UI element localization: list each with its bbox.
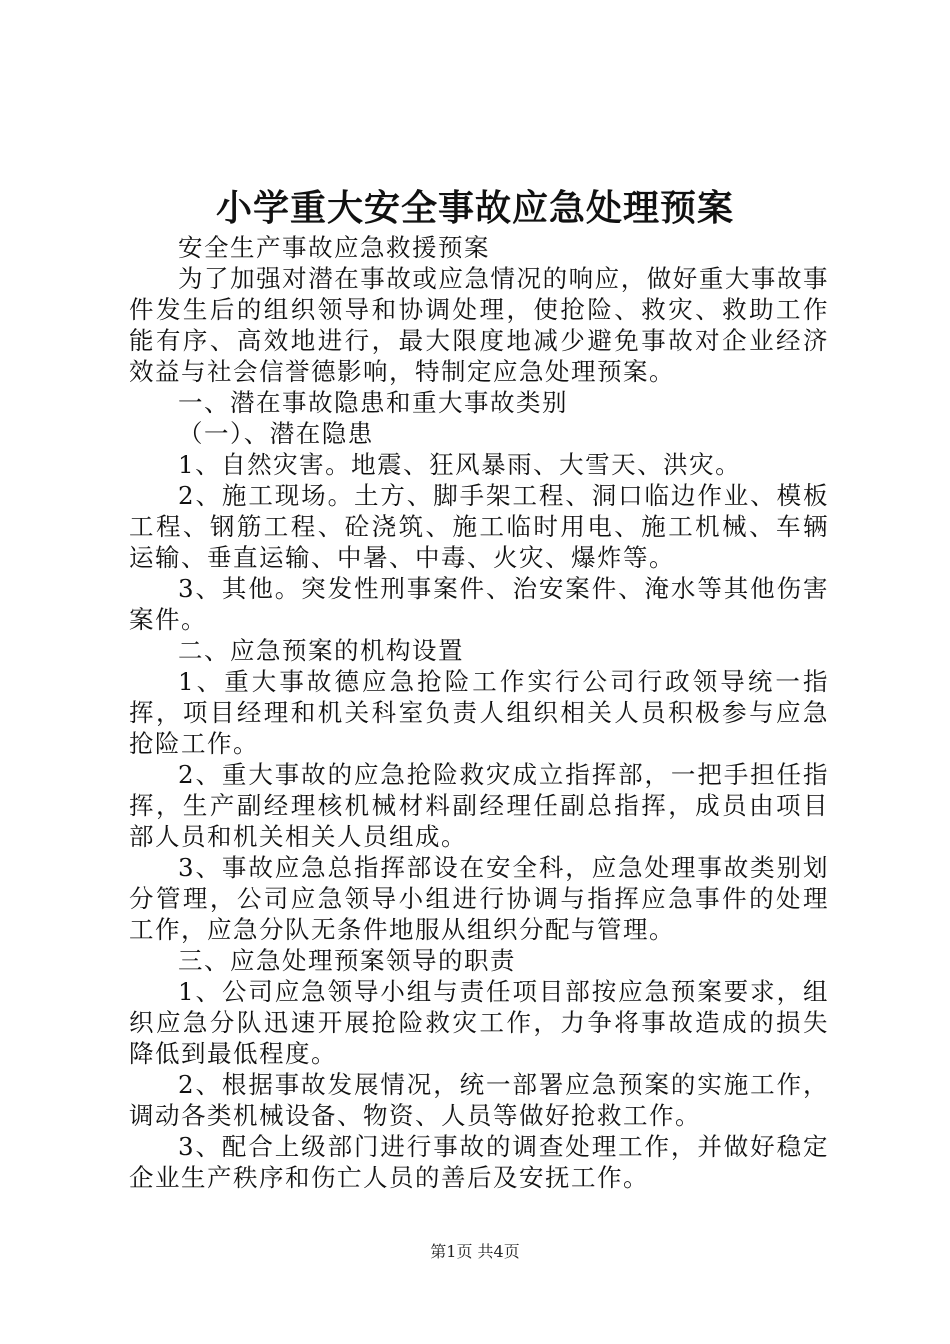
paragraph: 3、其他。突发性刑事案件、治安案件、淹水等其他伤害案件。 bbox=[129, 574, 829, 634]
paragraph: 2、根据事故发展情况，统一部署应急预案的实施工作，调动各类机械设备、物资、人员等做好抢救工作。 bbox=[129, 1070, 829, 1130]
section-heading: 三、应急处理预案领导的职责 bbox=[178, 946, 516, 975]
document-body bbox=[129, 232, 829, 1193]
paragraph: 为了加强对潜在事故或应急情况的响应，做好重大事故事件发生后的组织领导和协调处理，使抢险、救灾、救助工作能有序、高效地进行，最大限度地减少避免事故对企业经济效益与社会信誉德影响，特制定应急处理预案。 bbox=[129, 264, 829, 386]
paragraph: 1、公司应急领导小组与责任项目部按应急预案要求，组织应急分队迅速开展抢险救灾工作，力争将事故造成的损失降低到最低程度。 bbox=[129, 977, 829, 1068]
document-title: 小学重大安全事故应急处理预案 bbox=[215, 187, 734, 229]
paragraph: 2、重大事故的应急抢险救灾成立指挥部，一把手担任指挥，生产副经理核机械材料副经理任副总指挥，成员由项目部人员和机关相关人员组成。 bbox=[129, 760, 829, 851]
page-number-footer: 第1页 共4页 bbox=[430, 1242, 520, 1261]
section-heading: 一、潜在事故隐患和重大事故类别 bbox=[178, 388, 568, 417]
paragraph: 3、事故应急总指挥部设在安全科，应急处理事故类别划分管理，公司应急领导小组进行协调与指挥应急事件的处理工作，应急分队无条件地服从组织分配与管理。 bbox=[129, 853, 829, 944]
paragraph: 安全生产事故应急救援预案 bbox=[178, 233, 490, 262]
paragraph: 3、配合上级部门进行事故的调查处理工作，并做好稳定企业生产秩序和伤亡人员的善后及安抚工作。 bbox=[129, 1132, 829, 1192]
subsection-heading: （一）、潜在隐患 bbox=[178, 419, 374, 448]
paragraph: 1、自然灾害。地震、狂风暴雨、大雪天、洪灾。 bbox=[178, 450, 742, 479]
paragraph: 2、施工现场。土方、脚手架工程、洞口临边作业、模板工程、钢筋工程、砼浇筑、施工临时用电、施工机械、车辆运输、垂直运输、中暑、中毒、火灾、爆炸等。 bbox=[129, 481, 829, 572]
paragraph: 1、重大事故德应急抢险工作实行公司行政领导统一指挥，项目经理和机关科室负责人组织相关人员积极参与应急抢险工作。 bbox=[129, 667, 829, 758]
section-heading: 二、应急预案的机构设置 bbox=[178, 636, 464, 665]
